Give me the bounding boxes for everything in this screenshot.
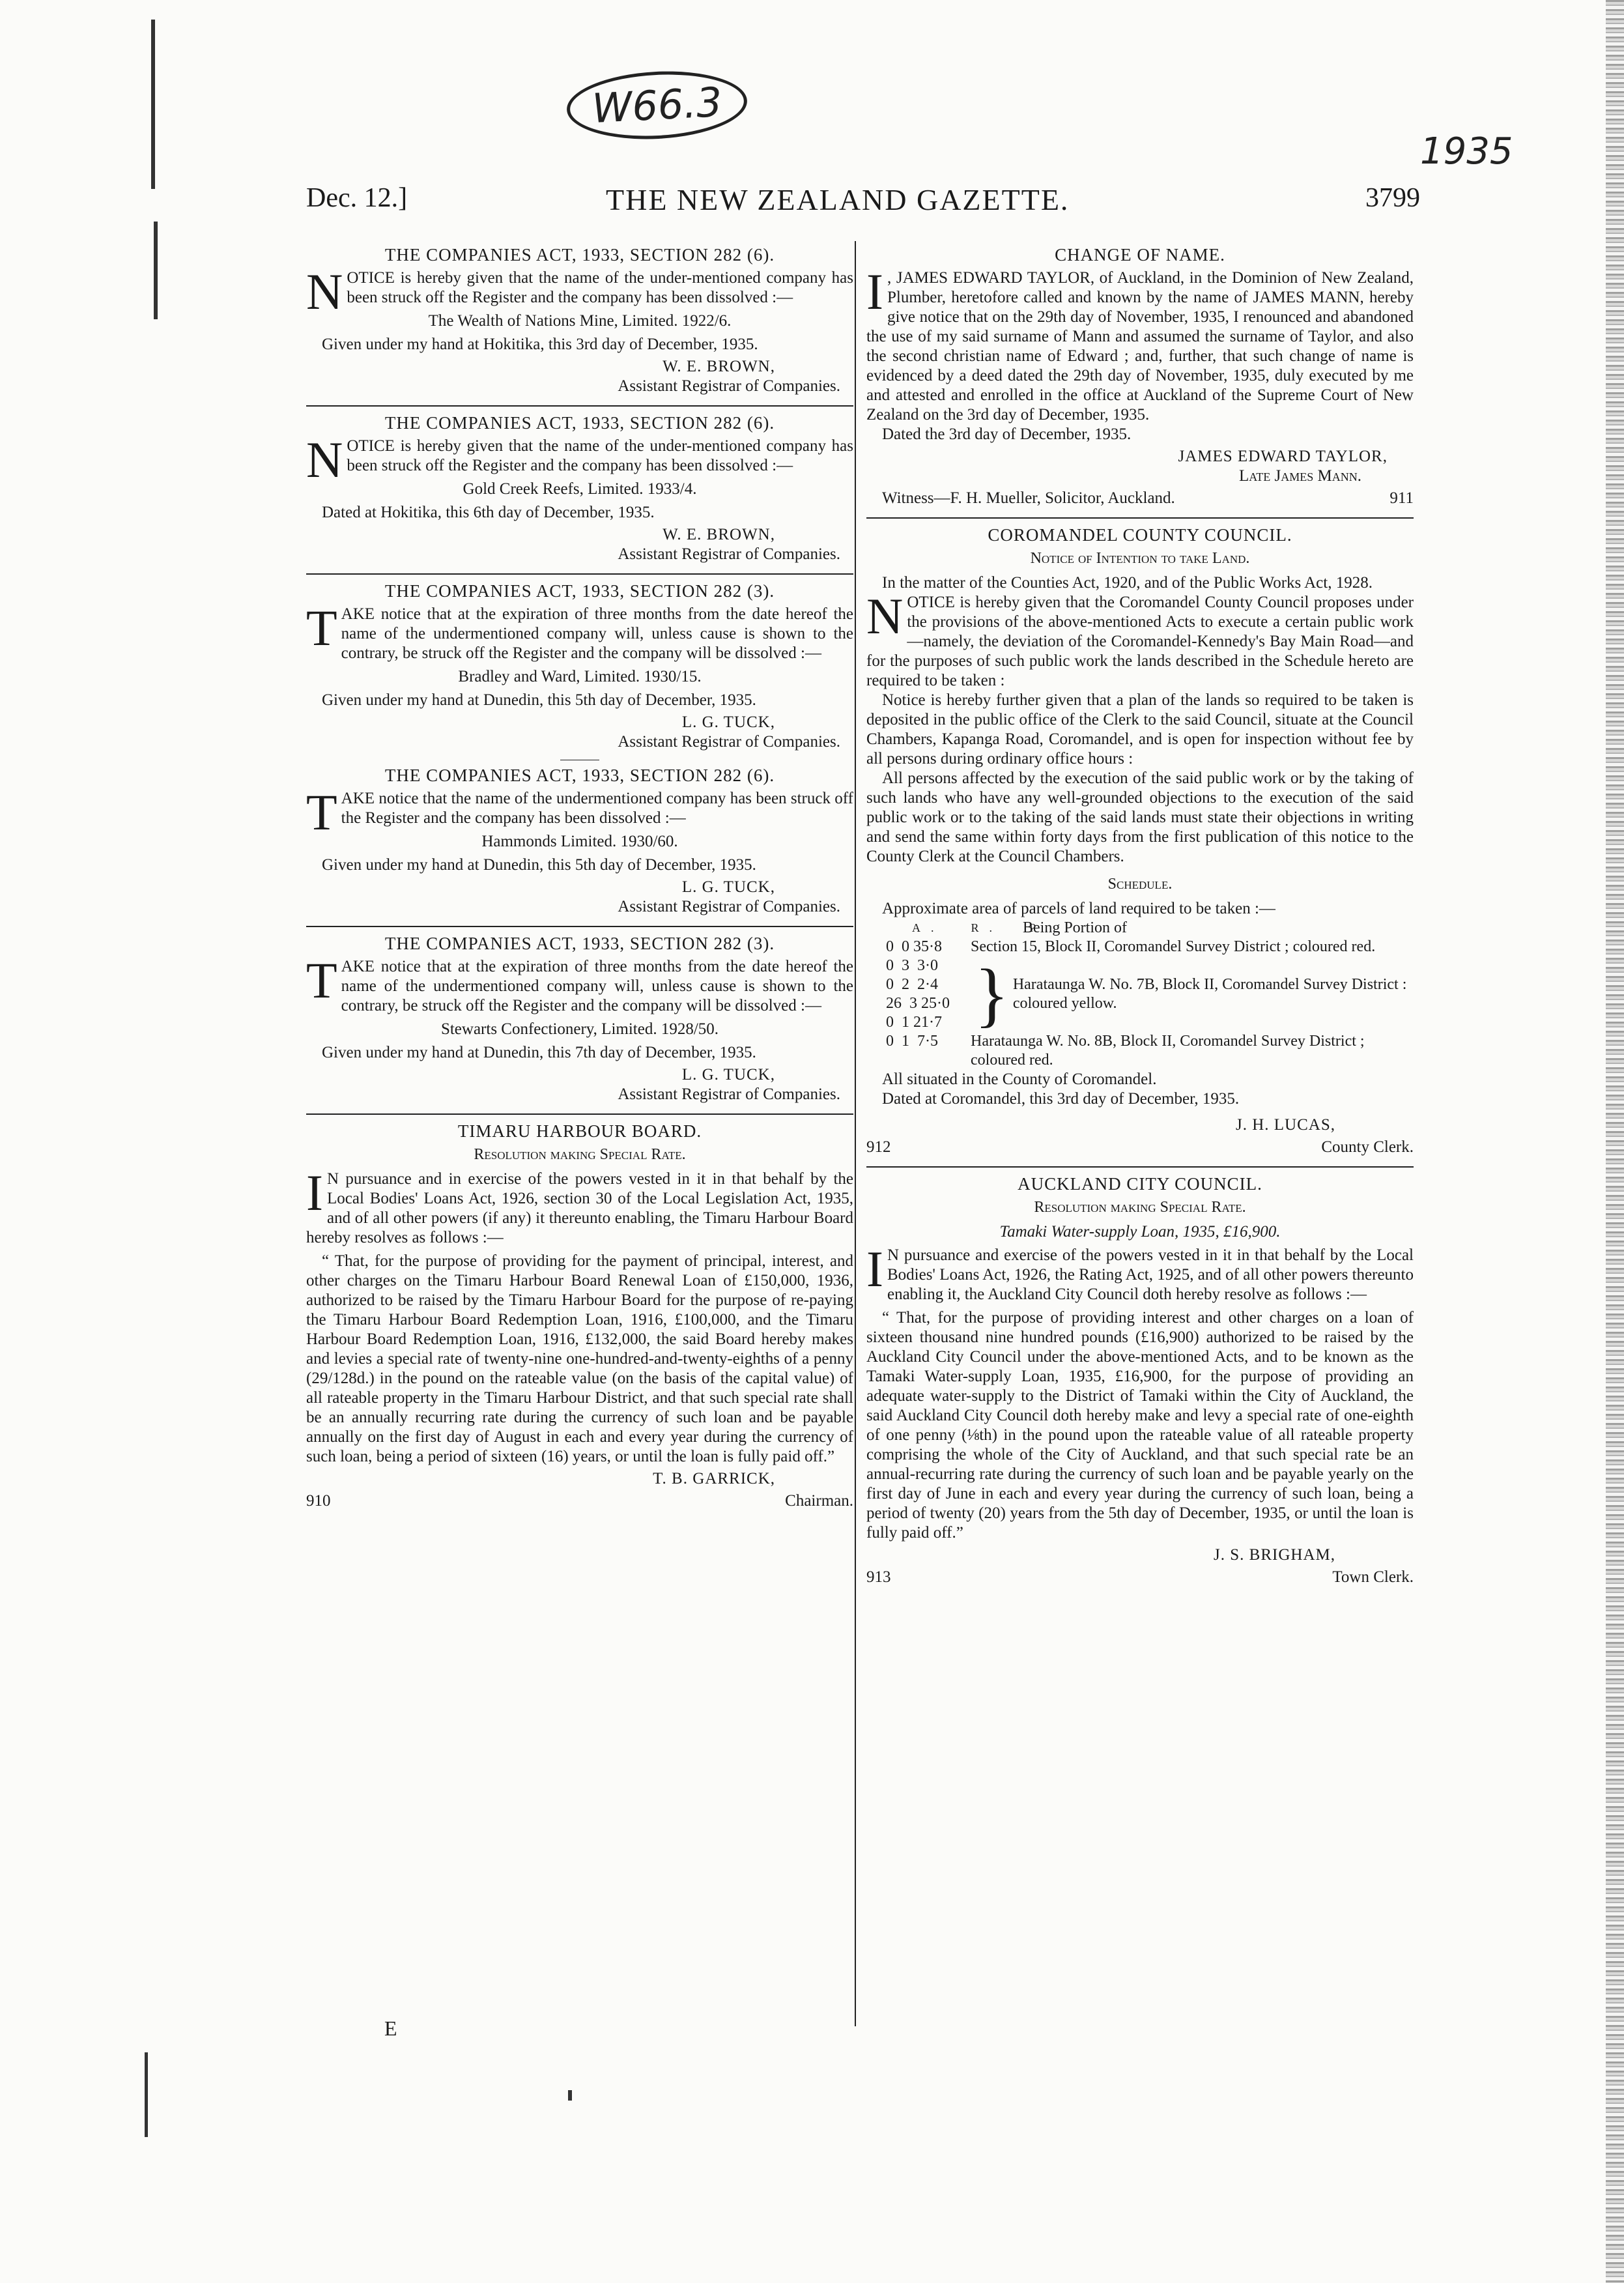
handwritten-year: 1935 [1420, 130, 1513, 173]
header-page-number: 3799 [1365, 183, 1420, 213]
header-title: THE NEW ZEALAND GAZETTE. [606, 183, 1070, 216]
schedule-row-group [886, 956, 1414, 1032]
notice-companies-5 [306, 934, 853, 1104]
signature-row [866, 1568, 1414, 1587]
schedule-units: A. R. P. [912, 921, 1059, 934]
notice-coromandel-county-council [866, 525, 1414, 1157]
handwritten-stamp: W66.3 [565, 67, 748, 143]
scan-edge [1606, 0, 1624, 2283]
schedule-row [886, 1032, 1414, 1070]
schedule-desc: Harataunga W. No. 7B, Block II, Coromandel Survey District : coloured yellow. [1012, 976, 1407, 1012]
notice-paragraph: All persons affected by the execution of the said public work or by the taking of such lands who have any well-grounded objections to the execution of the said public work or to the taking of the said lands must state their objections in writing and send the same within forty days from the first publication of this notice to the County Clerk at the Council Chambers. [866, 769, 1414, 865]
signer-subtitle: Late James Mann. [1239, 467, 1361, 485]
divider [306, 1113, 853, 1115]
schedule-area: 0 0 35·8 [886, 938, 942, 955]
right-column [866, 240, 1414, 1595]
notice-title: THE COMPANIES ACT, 1933, SECTION 282 (3). [384, 581, 775, 601]
notice-timaru-harbour-board [306, 1121, 853, 1511]
schedule-desc: Harataunga W. No. 8B, Block II, Coromandel Survey District ; coloured red. [971, 1033, 1365, 1069]
notice-body: AKE notice that at the expiration of three months from the date hereof the name of the undermentioned company will, unless cause is shown to the contrary, be struck off the Register and the company will be dissolved :— [341, 605, 853, 662]
schedule-area: 0 2 2·4 [886, 976, 938, 993]
schedule-area: 0 3 3·0 [886, 957, 938, 974]
witness-row [866, 489, 1414, 508]
column-divider [855, 241, 856, 2026]
notice-title: THE COMPANIES ACT, 1933, SECTION 282 (3). [384, 934, 775, 953]
notice-number: 910 [306, 1492, 331, 1510]
drop-cap: T [306, 952, 337, 1009]
signer-name: W. E. BROWN, [662, 526, 775, 543]
signer-name: L. G. TUCK, [681, 713, 775, 731]
brace-icon: } [975, 955, 1009, 1034]
notice-title: CHANGE OF NAME. [1055, 245, 1225, 265]
divider [866, 1166, 1414, 1168]
notice-body: OTICE is hereby given that the name of the under-mentioned company has been struck off the Register and the company has been dissolved :— [347, 437, 853, 474]
schedule-area: 0 1 21·7 [886, 1014, 942, 1031]
signer-name: J. S. BRIGHAM, [1214, 1546, 1335, 1564]
signature-row [866, 1138, 1414, 1157]
matter-line: In the matter of the Counties Act, 1920, and of the Public Works Act, 1928. [882, 574, 1373, 592]
drop-cap: T [306, 599, 337, 656]
notice-title: TIMARU HARBOUR BOARD. [457, 1121, 702, 1141]
schedule-area: 26 3 25·0 [886, 995, 950, 1012]
company-name: Hammonds Limited. 1930/60. [481, 833, 678, 850]
notice-title: THE COMPANIES ACT, 1933, SECTION 282 (6). [384, 245, 775, 265]
signer-role: County Clerk. [1321, 1138, 1414, 1156]
notice-body: OTICE is hereby given that the Coromandel County Council proposes under the provisions of the above-mentioned Acts to execute a certain public work—namely, the deviation of the Coromandel-Kennedy's Bay Main Road—and for the purposes of such public work the lands described in the Schedule hereto are required to be taken : [866, 594, 1414, 689]
signer-role: Town Clerk. [1332, 1568, 1414, 1586]
schedule-title: Schedule. [1107, 876, 1173, 893]
notice-title: THE COMPANIES ACT, 1933, SECTION 282 (6). [384, 766, 775, 785]
company-name: Gold Creek Reefs, Limited. 1933/4. [463, 480, 697, 498]
signer-role: Assistant Registrar of Companies. [618, 545, 840, 563]
company-name: The Wealth of Nations Mine, Limited. 1922/6. [428, 312, 732, 330]
drop-cap: I [866, 263, 883, 320]
company-name: Stewarts Confectionery, Limited. 1928/50. [440, 1020, 719, 1038]
signer-name: L. G. TUCK, [681, 1066, 775, 1084]
notice-number: 912 [866, 1138, 891, 1156]
given-line: Given under my hand at Dunedin, this 5th day of December, 1935. [322, 856, 756, 874]
notice-subtitle: Notice of Intention to take Land. [1030, 550, 1250, 567]
signer-name: JAMES EDWARD TAYLOR, [1178, 448, 1388, 465]
schedule-table [886, 919, 1414, 1070]
given-line: Given under my hand at Hokitika, this 3rd day of December, 1935. [322, 336, 758, 353]
notice-number: 911 [1389, 489, 1414, 507]
notice-auckland-city-council [866, 1174, 1414, 1587]
signer-name: T. B. GARRICK, [653, 1470, 775, 1487]
notice-title: COROMANDEL COUNTY COUNCIL. [988, 525, 1292, 545]
notice-paragraph: Notice is hereby further given that a plan of the lands so required to be taken is deposited in the public office of the Clerk to the said Council, situate at the Council Chambers, Kapanga Road, Coromandel, and is open for inspection without fee by all persons during ordinary office hours : [866, 691, 1414, 768]
signer-role: Chairman. [785, 1492, 853, 1510]
divider [306, 405, 853, 407]
notice-companies-3 [306, 581, 853, 752]
notice-change-of-name [866, 245, 1414, 508]
notice-body: OTICE is hereby given that the name of the under-mentioned company has been struck off the Register and the company has been dissolved :— [347, 269, 853, 306]
schedule-area: 0 1 7·5 [886, 1033, 938, 1050]
signature-row [306, 1491, 853, 1511]
dated-line: Dated at Coromandel, this 3rd day of December, 1935. [882, 1090, 1240, 1108]
signer-role: Assistant Registrar of Companies. [618, 1085, 840, 1103]
drop-cap: N [866, 588, 904, 644]
given-line: Dated at Hokitika, this 6th day of December, 1935. [322, 504, 655, 521]
signer-name: W. E. BROWN, [662, 358, 775, 375]
dated-line: Dated the 3rd day of December, 1935. [882, 425, 1132, 443]
notice-companies-2 [306, 413, 853, 564]
drop-cap: N [306, 431, 343, 488]
notice-body: AKE notice that at the expiration of three months from the date hereof the name of the undermentioned company will, unless cause is shown to the contrary, be struck off the Register and the company will be dissolved :— [341, 958, 853, 1014]
margin-mark [145, 2052, 148, 2137]
signer-role: Assistant Registrar of Companies. [618, 733, 840, 751]
schedule-intro: Approximate area of parcels of land required to be taken :— [882, 900, 1275, 917]
footer-signature-mark: E [384, 2017, 397, 2040]
given-line: Given under my hand at Dunedin, this 5th day of December, 1935. [322, 691, 756, 709]
left-column [306, 240, 853, 1519]
notice-companies-4 [306, 766, 853, 917]
resolution-text: “ That, for the purpose of providing for the payment of principal, interest, and other charges on the Timaru Harbour Board Renewal Loan of £150,000, 1936, authorized to be raised by the Timaru Harbour Board for the purpose of re-paying the Timaru Harbour Board Redemption Loan, 1916, £100,000, and the Timaru Harbour Board Redemption Loan, 1916, £132,000, the said Board hereby makes and levies a special rate of twenty-nine one-hundred-and-twenty-eighths of a penny (29/128d.) in the pound on the rateable value (on the basis of the capital value) of all rateable property in the Timaru Harbour District, and that such special rate shall be an annually recurring rate during the currency of such loan and be payable annually on the first day of August in each and every year during the currency of such loan, being a period of sixteen (16) years, or until the loan is fully paid off.” [306, 1252, 853, 1465]
drop-cap: I [306, 1164, 323, 1221]
loan-title: Tamaki Water-supply Loan, 1935, £16,900. [999, 1223, 1281, 1241]
notice-body: N pursuance and exercise of the powers vested in it in that behalf by the Local Bodies' Loans Act, 1926, the Rating Act, 1925, and of all other powers thereunto enabling it, the Auckland City Council doth hereby resolve as follows :— [887, 1246, 1414, 1303]
signer-name: J. H. LUCAS, [1236, 1116, 1335, 1134]
schedule-header-desc: Being Portion of [1023, 919, 1127, 936]
notice-number: 913 [866, 1568, 891, 1586]
situated-line: All situated in the County of Coromandel. [882, 1070, 1157, 1088]
notice-companies-1 [306, 245, 853, 396]
signer-name: L. G. TUCK, [681, 878, 775, 896]
signer-role: Assistant Registrar of Companies. [618, 377, 840, 395]
company-name: Bradley and Ward, Limited. 1930/15. [458, 668, 702, 685]
notice-subtitle: Resolution making Special Rate. [474, 1146, 686, 1163]
schedule-header-row [886, 919, 1414, 938]
notice-body: , JAMES EDWARD TAYLOR, of Auckland, in the Dominion of New Zealand, Plumber, heretofore called and known by the name of JAMES MANN, hereby give notice that on the 29th day of November, 1935, I renounced and abandoned the use of my said surname of Mann and assumed the surname of Taylor, and also the second christian name of Edward ; and, further, that such change of name is evidenced by a deed dated the 29th day of November, 1935, duly executed by me and attested and enrolled in the office at Auckland of the Supreme Court of New Zealand on the 3rd day of December, 1935. [866, 269, 1414, 424]
given-line: Given under my hand at Dunedin, this 7th day of December, 1935. [322, 1044, 756, 1061]
divider [866, 517, 1414, 519]
margin-mark [568, 2090, 572, 2101]
page-header [306, 182, 1420, 228]
notice-body: N pursuance and in exercise of the powers vested in it in that behalf by the Local Bodies' Loans Act, 1926, section 30 of the Local Legislation Act, 1935, and of all other powers (if any) it thereunto enabling, the Timaru Harbour Board hereby resolves as follows :— [306, 1170, 853, 1246]
margin-mark [151, 20, 155, 189]
notice-title: THE COMPANIES ACT, 1933, SECTION 282 (6). [384, 413, 775, 433]
divider [306, 573, 853, 575]
notice-subtitle: Resolution making Special Rate. [1034, 1199, 1246, 1216]
schedule-row [886, 938, 1414, 956]
divider [306, 926, 853, 927]
schedule-desc: Section 15, Block II, Coromandel Survey District ; coloured red. [971, 938, 1376, 955]
drop-cap: I [866, 1241, 883, 1297]
drop-cap: T [306, 784, 337, 840]
signer-role: Assistant Registrar of Companies. [618, 898, 840, 915]
notice-body: AKE notice that the name of the undermentioned company has been struck off the Register and the company has been dissolved :— [341, 790, 853, 827]
header-date: Dec. 12.] [306, 183, 408, 213]
drop-cap: N [306, 263, 343, 320]
witness-line: Witness—F. H. Mueller, Solicitor, Auckland. [882, 489, 1175, 507]
resolution-text: “ That, for the purpose of providing interest and other charges on a loan of sixteen thousand nine hundred pounds (£16,900) authorized to be raised by the Auckland City Council under the above-mentioned Acts, and to be known as the Tamaki Water-supply Loan, 1935, £16,900, for the purpose of providing an adequate water-supply to the District of Tamaki within the City of Auckland, the said Auckland City Council doth hereby make and levy a special rate of one-eighth of one penny (⅛th) in the pound upon the rateable value of all rateable property comprising the whole of the City of Auckland, and that such special rate be an annual-recurring rate during the currency of such loan and be payable yearly on the first day of June in each and every year during the currency of such loan, being a period of twenty (20) years from the 5th day of December, 1935, or until the loan is fully paid off.” [866, 1309, 1414, 1542]
margin-mark [154, 222, 158, 319]
notice-title: AUCKLAND CITY COUNCIL. [1018, 1174, 1262, 1194]
schedule-area-group [886, 956, 971, 1032]
